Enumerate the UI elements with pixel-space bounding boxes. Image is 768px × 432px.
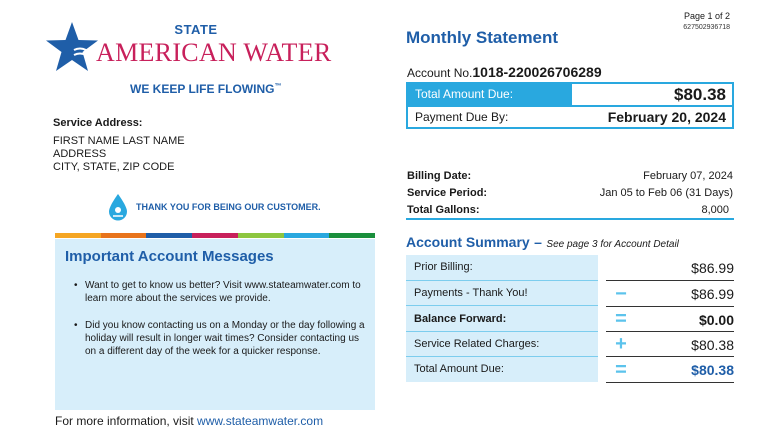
logo-tagline: WE KEEP LIFE FLOWING™ (130, 82, 282, 96)
billing-info (407, 168, 733, 219)
color-stripe-segment (329, 233, 375, 238)
service-period-value: Jan 05 to Feb 06 (31 Days) (599, 187, 733, 199)
important-messages-box (55, 239, 375, 410)
website-link[interactable]: www.stateamwater.com (197, 414, 324, 428)
minus-icon: − (615, 283, 627, 305)
service-period-row (407, 185, 733, 202)
prior-billing-value: $86.99 (691, 260, 734, 276)
color-stripe-segment (101, 233, 147, 238)
messages-title: Important Account Messages (65, 248, 274, 265)
color-stripe-segment (55, 233, 101, 238)
total-due-label: Total Amount Due: (408, 84, 572, 105)
summary-value-divider (606, 382, 734, 383)
total-gallons-row (407, 202, 733, 219)
account-summary-heading (406, 234, 679, 252)
account-label: Account No. (407, 66, 473, 80)
thank-you-text: THANK YOU FOR BEING OUR CUSTOMER. (136, 202, 321, 212)
due-by-date: February 20, 2024 (607, 109, 726, 125)
statement-title: Monthly Statement (406, 28, 559, 47)
color-stripe-segment (146, 233, 192, 238)
balance-forward-label: Balance Forward: (414, 313, 507, 325)
address-street: ADDRESS (53, 148, 107, 160)
equals-icon: = (615, 308, 627, 330)
total-gallons-label: Total Gallons: (407, 204, 480, 216)
summary-value-divider (606, 280, 734, 281)
summary-value-divider (606, 331, 734, 332)
service-charges-value: $80.38 (691, 337, 734, 353)
billing-date-row (407, 168, 733, 185)
prior-billing-label: Prior Billing: (414, 261, 473, 273)
balance-forward-value: $0.00 (698, 312, 734, 328)
color-stripe-segment (192, 233, 238, 238)
page-number: Page 1 of 2 (683, 11, 730, 21)
address-city: CITY, STATE, ZIP CODE (53, 161, 175, 173)
logo-brand-name: AMERICAN WATER (96, 38, 332, 67)
account-number: 1018-220026706289 (472, 64, 602, 80)
summary-total-label: Total Amount Due: (414, 363, 504, 375)
billing-date-label: Billing Date: (407, 170, 472, 182)
address-name: FIRST NAME LAST NAME (53, 135, 185, 147)
total-due-amount: $80.38 (674, 85, 726, 104)
statement-id: 627502936718 (683, 24, 730, 31)
billing-divider (406, 218, 734, 220)
billing-date-value: February 07, 2024 (643, 170, 733, 182)
account-summary-note: See page 3 for Account Detail (546, 239, 679, 250)
total-gallons-value: 8,000 (701, 204, 729, 216)
star-logo-icon (44, 20, 100, 76)
message-item: • Did you know contacting us on a Monday or the day following a holiday will result in longer wait times? Consider contacting us on a different day of the week for a quicker response. (65, 319, 365, 358)
thank-you-banner (108, 193, 321, 221)
summary-value-divider (606, 356, 734, 357)
service-charges-label: Service Related Charges: (414, 338, 540, 350)
payments-value: $86.99 (691, 286, 734, 302)
amount-due-box (406, 82, 734, 129)
summary-label-divider (406, 356, 598, 357)
account-number-line (407, 64, 602, 80)
summary-labels-panel (406, 255, 598, 382)
plus-icon: + (615, 333, 627, 355)
more-info-text: For more information, visit (55, 414, 194, 428)
summary-label-divider (406, 280, 598, 281)
summary-total-value: $80.38 (691, 362, 734, 378)
color-stripe-segment (284, 233, 330, 238)
equals-icon: = (615, 359, 627, 381)
color-stripe-bar (55, 233, 375, 238)
summary-value-divider (606, 306, 734, 307)
water-drop-icon (108, 193, 128, 221)
service-address-label: Service Address: (53, 117, 143, 129)
more-info-line (55, 414, 323, 428)
service-period-label: Service Period: (407, 187, 488, 199)
service-address (53, 135, 185, 174)
account-summary-title: Account Summary (406, 234, 530, 250)
summary-label-divider (406, 331, 598, 332)
summary-label-divider (406, 305, 598, 306)
color-stripe-segment (238, 233, 284, 238)
due-by-label: Payment Due By: (415, 110, 509, 124)
summary-dash: – (534, 234, 542, 250)
payments-label: Payments - Thank You! (414, 287, 528, 299)
logo-state: STATE (174, 22, 218, 37)
message-item: • Want to get to know us better? Visit www.stateamwater.com to learn more about the services we provide. (65, 279, 365, 305)
